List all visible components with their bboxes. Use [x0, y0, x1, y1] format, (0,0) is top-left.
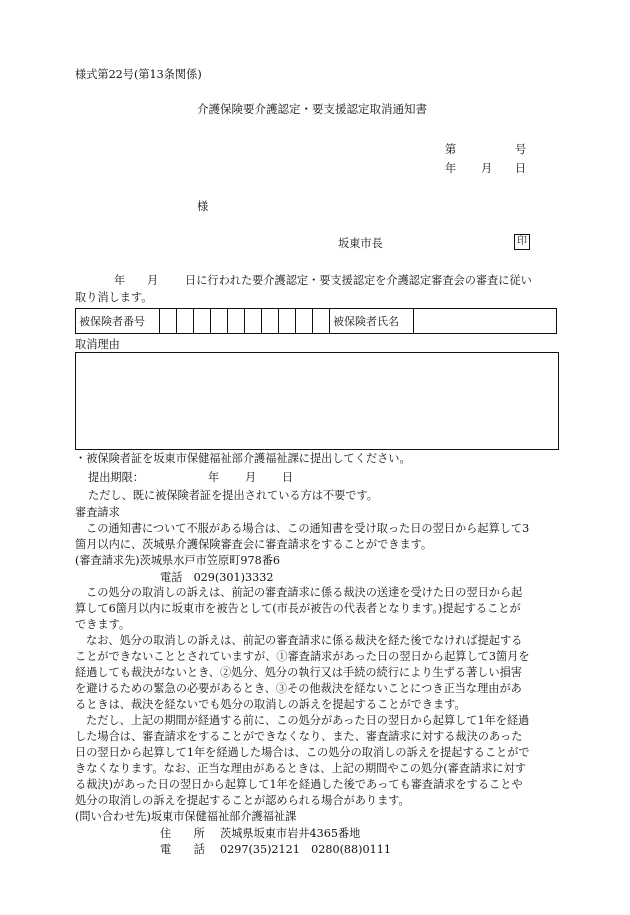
- date-day: 日: [515, 162, 527, 175]
- intro-year: 年: [114, 274, 126, 287]
- digit-cell: [279, 309, 296, 334]
- intro-month: 月: [147, 274, 159, 287]
- addressee-suffix: 様: [197, 200, 209, 213]
- seal-mark: 印: [514, 234, 530, 250]
- contact-heading: (問い合わせ先)坂東市保健福祉部介護福祉課: [75, 810, 297, 823]
- reason-box: [75, 352, 559, 450]
- review-p1-1: この通知書について不服がある場合は、この通知書を受け取った日の翌日から起算して3: [86, 522, 530, 535]
- insured-name-cell: [414, 309, 557, 334]
- review-p1-2: 箇月以内に、茨城県介護保険審査会に審査請求をすることができます。: [75, 538, 433, 551]
- form-number: 様式第22号(第13条関係): [75, 68, 202, 81]
- review-p4-1: ただし、上記の期間が経過する前に、この処分があった日の翌日から起算して1年を経過: [86, 714, 530, 727]
- review-p2-2: 算して6箇月以内に坂東市を被告として(市長が被告の代表者となります。)提起することが: [75, 602, 521, 615]
- doc-number-suffix: 号: [515, 143, 527, 156]
- insured-id-table: [75, 308, 557, 334]
- notice-line-1: ・被保険者証を坂東市保健福祉部介護福祉課に提出してください。: [75, 452, 411, 465]
- contact-tel-label: 電 話: [160, 843, 205, 856]
- digit-cell: [262, 309, 279, 334]
- review-dest-tel: 電話 029(301)3332: [160, 571, 274, 584]
- insured-name-label: 被保険者氏名: [330, 309, 414, 334]
- digit-cell: [313, 309, 330, 334]
- review-heading: 審査請求: [75, 506, 120, 519]
- deadline-month: 月: [245, 471, 257, 484]
- deadline-year: 年: [208, 471, 220, 484]
- date-month: 月: [481, 162, 493, 175]
- notice-line-3: ただし、既に被保険者証を提出されている方は不要です。: [88, 489, 378, 502]
- digit-cell: [177, 309, 194, 334]
- review-p3-5: るときは、裁決を経ないでも処分の取消しの訴えを提起することができます。: [75, 698, 466, 711]
- intro-text-2: 取り消します。: [75, 291, 153, 304]
- digit-cell: [160, 309, 177, 334]
- review-p4-6: 処分の取消しの訴えを提起することが認められる場合があります。: [75, 794, 410, 807]
- page-title: 介護保険要介護認定・要支援認定取消通知書: [197, 102, 427, 116]
- review-p3-4: を避けるための緊急の必要があるとき、③その他裁決を経ないことにつき正当な理由があ: [75, 682, 522, 695]
- digit-cell: [211, 309, 228, 334]
- contact-address-label: 住 所: [160, 827, 205, 840]
- review-p4-3: 日の翌日から起算して1年を経過した場合は、この処分の取消しの訴えを提起することがで: [75, 746, 530, 759]
- review-p3-3: 経過しても裁決がないとき、②処分、処分の執行又は手続の続行により生ずる著しい損害: [75, 666, 523, 679]
- doc-number-prefix: 第: [445, 143, 457, 156]
- issuer: 坂東市長: [338, 237, 383, 250]
- review-p4-2: した場合は、審査請求をすることができなくなり、また、審査請求に対する裁決のあった: [75, 730, 523, 743]
- review-p3-1: なお、処分の取消しの訴えは、前記の審査請求に係る裁決を経た後でなければ提起する: [86, 634, 523, 647]
- review-dest: (審査請求先)茨城県水戸市笠原町978番6: [75, 554, 281, 567]
- review-p2-1: この処分の取消しの訴えは、前記の審査請求に係る裁決の送達を受けた日の翌日から起: [86, 586, 523, 599]
- review-p4-5: る裁決)があった日の翌日から起算して1年を経過した後であっても審査請求をすることや: [75, 778, 523, 791]
- digit-cell: [194, 309, 211, 334]
- deadline-label: 提出期限：: [88, 471, 144, 484]
- reason-label: 取消理由: [75, 338, 120, 351]
- review-p3-2: ことができないこととされていますが、①審査請求があった日の翌日から起算して3箇月を: [75, 650, 530, 663]
- date-year: 年: [445, 162, 457, 175]
- review-p2-3: できます。: [75, 618, 131, 631]
- digit-cell: [245, 309, 262, 334]
- digit-cell: [228, 309, 245, 334]
- digit-cell: [296, 309, 313, 334]
- insured-number-label: 被保険者番号: [76, 309, 160, 334]
- deadline-day: 日: [282, 471, 294, 484]
- contact-tel: 0297(35)2121 0280(88)0111: [220, 843, 392, 856]
- review-p4-4: きなくなります。なお、正当な理由があるときは、上記の期間やこの処分(審査請求に対す: [75, 762, 526, 775]
- contact-address: 茨城県坂東市岩井4365番地: [220, 827, 361, 840]
- intro-text: 日に行われた要介護認定・要支援認定を介護認定審査会の審査に従い: [185, 274, 532, 287]
